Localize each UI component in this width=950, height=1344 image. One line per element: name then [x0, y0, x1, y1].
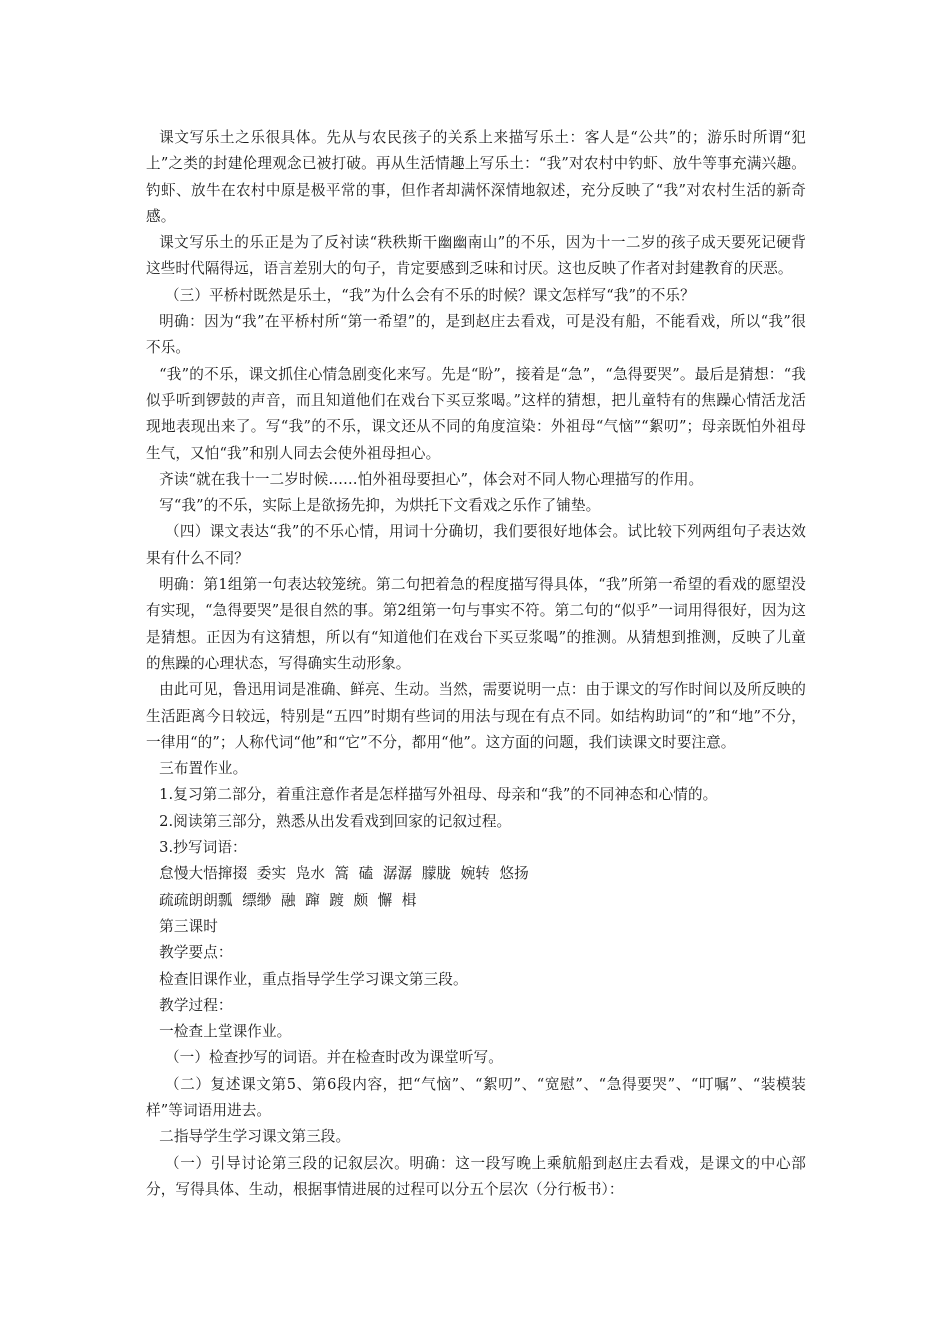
heading-third-lesson: 第三课时	[159, 917, 218, 935]
answer-four: 明确：第1组第一句表达较笼统。第二句把着急的程度描写得具体，“我”所第一希望的看戏的愿望没有实现，“急得要哭”是很自然的事。第2组第一句与事实不符。第二句的“似乎”一词用得很好，因为这是猜想。正因为有这猜想，所以有“知道他们在戏台下买豆浆喝”的推测。从猜想到推测，反映了儿童的焦躁的心理状态，写得确实生动形象。	[146, 576, 806, 672]
teaching-points-text: 检查旧课作业，重点指导学生学习课文第三段。	[159, 970, 468, 988]
heading-homework: 三布置作业。	[159, 760, 248, 778]
paragraph-foreshadow: 写“我”的不乐，实际上是欲扬先抑，为烘托下文看戏之乐作了铺垫。	[159, 497, 601, 515]
paragraph-group-reading: 齐读“就在我十一二岁时候……怕外祖母要担心”，体会对不同人物心理描写的作用。	[159, 470, 704, 488]
homework-item-2: 2.阅读第三部分，熟悉从出发看戏到回家的记叙过程。	[159, 812, 512, 830]
homework-item-3: 3.抄写词语：	[159, 839, 247, 857]
answer-three: 明确：因为“我”在平桥村所“第一希望”的，是到赵庄去看戏，可是没有船，不能看戏，所以“我”很不乐。	[146, 313, 806, 357]
step-two-heading: 二指导学生学习课文第三段。	[159, 1128, 351, 1146]
step-one-item-1: （一）检查抄写的词语。并在检查时改为课堂听写。	[164, 1049, 503, 1067]
document-body	[146, 125, 806, 1203]
question-four: （四）课文表达“我”的不乐心情，用词十分确切，我们要很好地体会。试比较下列两组句子表达效果有什么不同？	[146, 523, 806, 567]
paragraph-word-usage: 由此可见，鲁迅用词是准确、鲜亮、生动。当然，需要说明一点：由于课文的写作时间以及所反映的生活距离今日较远，特别是“五四”时期有些词的用法与现在有点不同。如结构助词“的”和“地”不分，一律用“的”；人称代词“他”和“它”不分，都用“他”。这方面的问题，我们读课文时要注意。	[146, 681, 806, 751]
step-two-item-1: （一）引导讨论第三段的记叙层次。明确：这一段写晚上乘航船到赵庄去看戏，是课文的中心部分，写得具体、生动，根据事情进展的过程可以分五个层次（分行板书）：	[146, 1154, 806, 1198]
paragraph-mood-change: “我”的不乐，课文抓住心情急剧变化来写。先是“盼”，接着是“急”，“急得要哭”。最后是猜想：“我似乎听到锣鼓的声音，而且知道他们在戏台下买豆浆喝。”这样的猜想，把儿童特有的焦躁心情活龙活现地表现出来了。写“我”的不乐，课文还从不同的角度渲染：外祖母“气恼”“絮叨”；母亲既怕外祖母生气，又怕“我”和别人同去会使外祖母担心。	[146, 365, 806, 462]
question-three: （三）平桥村既然是乐土，“我”为什么会有不乐的时候？课文怎样写“我”的不乐？	[164, 286, 695, 304]
heading-teaching-process: 教学过程：	[159, 996, 233, 1014]
step-one-heading: 一检查上堂课作业。	[159, 1023, 292, 1041]
heading-teaching-points: 教学要点：	[159, 944, 233, 962]
paragraph-contrast: 课文写乐土的乐正是为了反衬读“秩秩斯干幽幽南山”的不乐，因为十一二岁的孩子成天要死记硬背这些时代隔得远，语言差别大的句子，肯定要感到乏味和讨厌。这也反映了作者对封建教育的厌恶。	[146, 234, 806, 278]
vocabulary-line-1: 怠慢大悟撺掇 委实 凫水 篙 磕 潺潺 朦胧 婉转 悠扬	[159, 865, 529, 883]
homework-item-1: 1.复习第二部分，着重注意作者是怎样描写外祖母、母亲和“我”的不同神态和心情的。	[159, 786, 718, 804]
step-one-item-2: （二）复述课文第5、第6段内容，把“气恼”、“絮叨”、“宽慰”、“急得要哭”、“叮嘱”、“装模装样”等词语用进去。	[146, 1075, 806, 1119]
vocabulary-line-2: 疏疏朗朗瓢 缥缈 融 蹿 踱 颇 懈 楫	[159, 891, 417, 909]
paragraph-leshi-description: 课文写乐土之乐很具体。先从与农民孩子的关系上来描写乐土：客人是“公共”的；游乐时所谓“犯上”之类的封建伦理观念已被打破。再从生活情趣上写乐土：“我”对农村中钓虾、放牛等事充满兴趣。钓虾、放牛在农村中原是极平常的事，但作者却满怀深情地叙述，充分反映了“我”对农村生活的新奇感。	[146, 129, 806, 225]
